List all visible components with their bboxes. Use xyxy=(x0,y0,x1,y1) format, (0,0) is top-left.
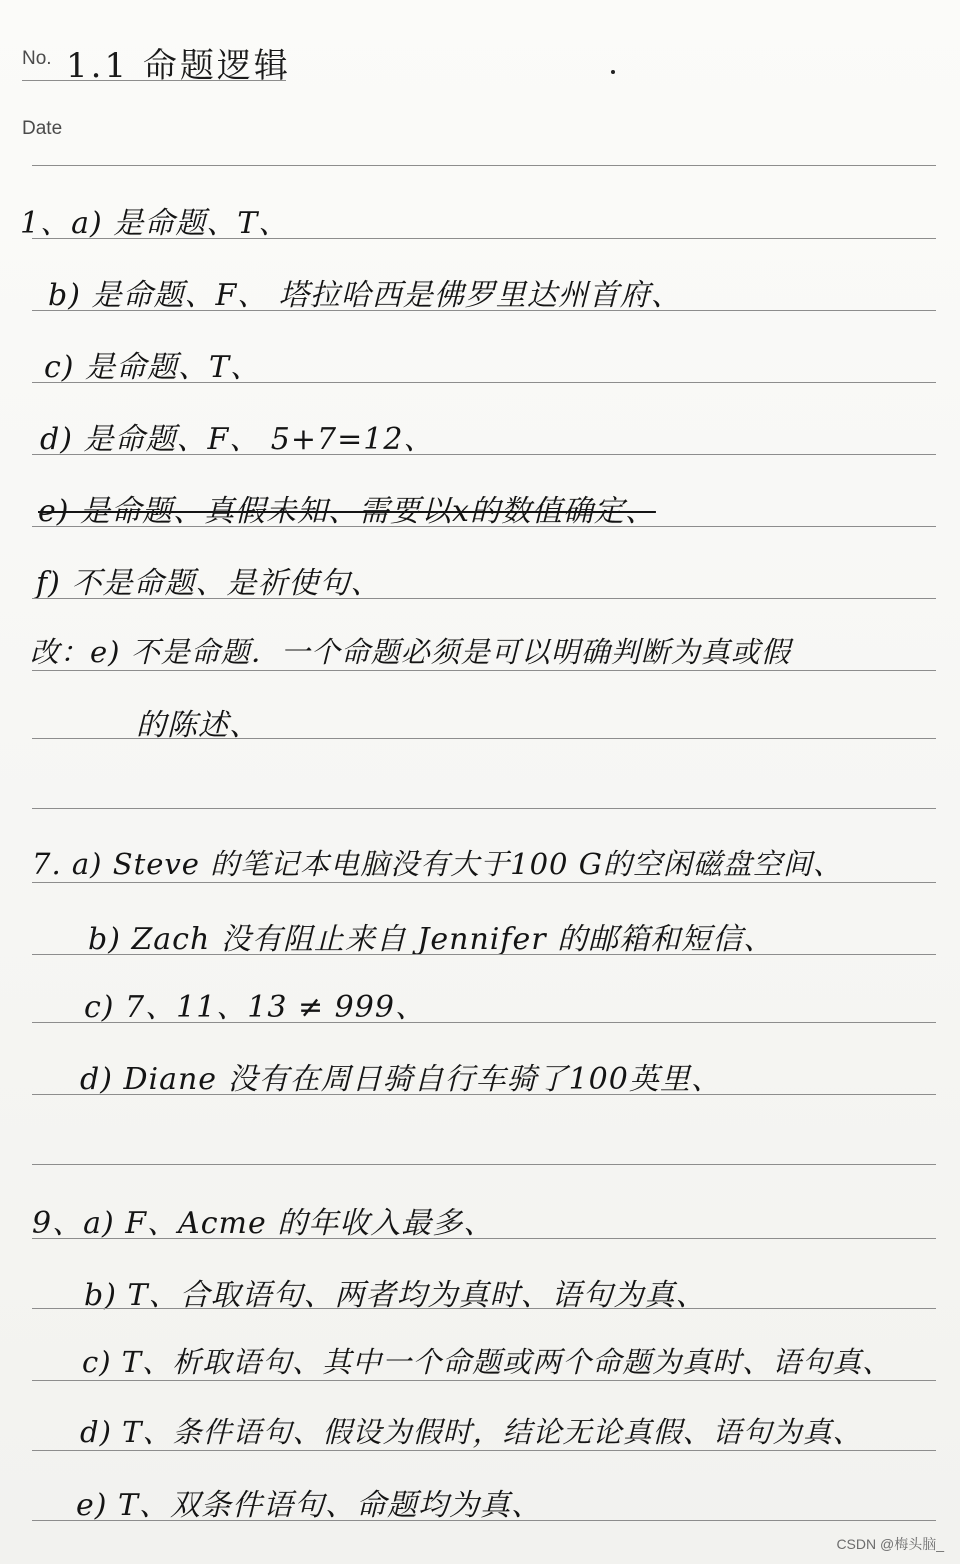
page-title: 1.1 命题逻辑 xyxy=(66,46,291,86)
answer-9c: c) T、析取语句、其中一个命题或两个命题为真时、语句真、 xyxy=(82,1345,893,1379)
ruled-line xyxy=(32,1380,936,1381)
answer-1c: c) 是命题、T、 xyxy=(44,350,262,385)
ruled-line xyxy=(32,954,936,955)
answer-9a: 9、a) F、Acme 的年收入最多、 xyxy=(32,1206,495,1241)
correction-note-continued: 的陈述、 xyxy=(136,708,260,743)
ruled-line xyxy=(32,670,936,671)
title-rule xyxy=(22,80,286,81)
header-rule xyxy=(32,165,936,166)
ruled-line xyxy=(32,1022,936,1023)
answer-7c: c) 7、11、13 ≠ 999、 xyxy=(84,990,426,1025)
answer-1a: 1、a) 是命题、T、 xyxy=(20,206,290,241)
answer-9d: d) T、条件语句、假设为假时，结论无论真假、语句为真、 xyxy=(80,1415,863,1449)
ruled-line xyxy=(32,598,936,599)
answer-1f: f) 不是命题、是祈使句、 xyxy=(36,566,382,601)
answer-7d: d) Diane 没有在周日骑自行车骑了100英里、 xyxy=(80,1062,722,1097)
ruled-line xyxy=(32,1164,936,1165)
ruled-line xyxy=(32,1520,936,1521)
ruled-line xyxy=(32,454,936,455)
no-label: No. xyxy=(22,48,52,69)
answer-7a: 7. a) Steve 的笔记本电脑没有大于100 G的空闲磁盘空间、 xyxy=(32,847,843,881)
csdn-watermark: CSDN @梅头脑_ xyxy=(836,1536,944,1552)
ruled-line xyxy=(32,1238,936,1239)
date-label: Date xyxy=(22,118,63,139)
ruled-line xyxy=(32,1308,936,1309)
ruled-line xyxy=(32,238,936,239)
ruled-line xyxy=(32,310,936,311)
answer-9b: b) T、合取语句、两者均为真时、语句为真、 xyxy=(84,1278,707,1313)
ruled-line xyxy=(32,1450,936,1451)
answer-7b: b) Zach 没有阻止来自 Jennifer 的邮箱和短信、 xyxy=(88,922,775,957)
ruled-line xyxy=(32,882,936,883)
ruled-line xyxy=(32,738,936,739)
answer-1b: b) 是命题、F、 塔拉哈西是佛罗里达州首府、 xyxy=(48,278,682,313)
answer-1e-crossed-out: e) 是命题、真假未知、需要以x的数值确定、 xyxy=(38,494,656,529)
correction-note: 改：e) 不是命题．一个命题必须是可以明确判断为真或假 xyxy=(30,635,791,669)
ink-dot xyxy=(611,70,615,74)
ruled-line xyxy=(32,1094,936,1095)
answer-1d: d) 是命题、F、 5+7=12、 xyxy=(40,422,435,457)
answer-9e: e) T、双条件语句、命题均为真、 xyxy=(76,1488,543,1523)
ruled-line xyxy=(32,526,936,527)
ruled-line xyxy=(32,382,936,383)
ruled-line xyxy=(32,808,936,809)
